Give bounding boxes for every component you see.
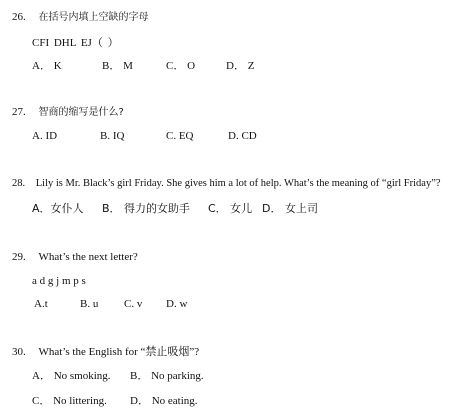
question-number: 26. (12, 11, 26, 23)
option-a[interactable]: A. ID (32, 130, 58, 142)
option-a[interactable]: A． K (32, 60, 62, 72)
option-b[interactable]: B. u (80, 298, 99, 310)
option-a[interactable]: A.t (34, 298, 48, 310)
question-29 (12, 250, 138, 264)
option-c[interactable]: C． No littering. (32, 395, 107, 407)
option-d[interactable]: D． No eating. (130, 395, 198, 407)
question-27 (12, 105, 124, 120)
option-c[interactable]: C. EQ (166, 130, 194, 142)
question-prompt: 在括号内填上空缺的字母 (38, 12, 149, 23)
option-b[interactable]: B. IQ (100, 130, 125, 142)
question-28 (12, 177, 441, 191)
question-prompt: 智商的缩写是什么? (38, 107, 124, 118)
option-d[interactable]: D． 女上司 (262, 202, 318, 215)
question-prompt: What’s the English for “禁止吸烟”? (38, 346, 200, 358)
option-b[interactable]: B． 得力的女助手 (102, 202, 191, 215)
option-b[interactable]: B． No parking. (130, 370, 204, 382)
letter-sequence: CFI DHL EJ（ ） (32, 37, 119, 49)
question-number: 29. (12, 251, 26, 263)
option-c[interactable]: C． 女儿 (208, 202, 253, 215)
question-prompt: What’s the next letter? (38, 251, 138, 263)
option-c[interactable]: C. v (124, 298, 143, 310)
question-30 (12, 345, 199, 359)
letter-sequence: a d g j m p s (32, 275, 86, 287)
option-b[interactable]: B． M (102, 60, 133, 72)
option-d[interactable]: D． Z (226, 60, 255, 72)
question-number: 27. (12, 106, 26, 118)
option-d[interactable]: D. CD (228, 130, 257, 142)
question-26 (12, 10, 149, 25)
option-c[interactable]: C． O (166, 60, 196, 72)
option-d[interactable]: D. w (166, 298, 188, 310)
question-number: 28. (12, 178, 26, 189)
question-number: 30. (12, 346, 26, 358)
option-a[interactable]: A．女仆人 (32, 202, 84, 215)
question-prompt: Lily is Mr. Black’s girl Friday. She gives him a lot of help. What’s the meaning of “girl Friday”? (35, 178, 441, 189)
option-a[interactable]: A． No smoking. (32, 370, 111, 382)
